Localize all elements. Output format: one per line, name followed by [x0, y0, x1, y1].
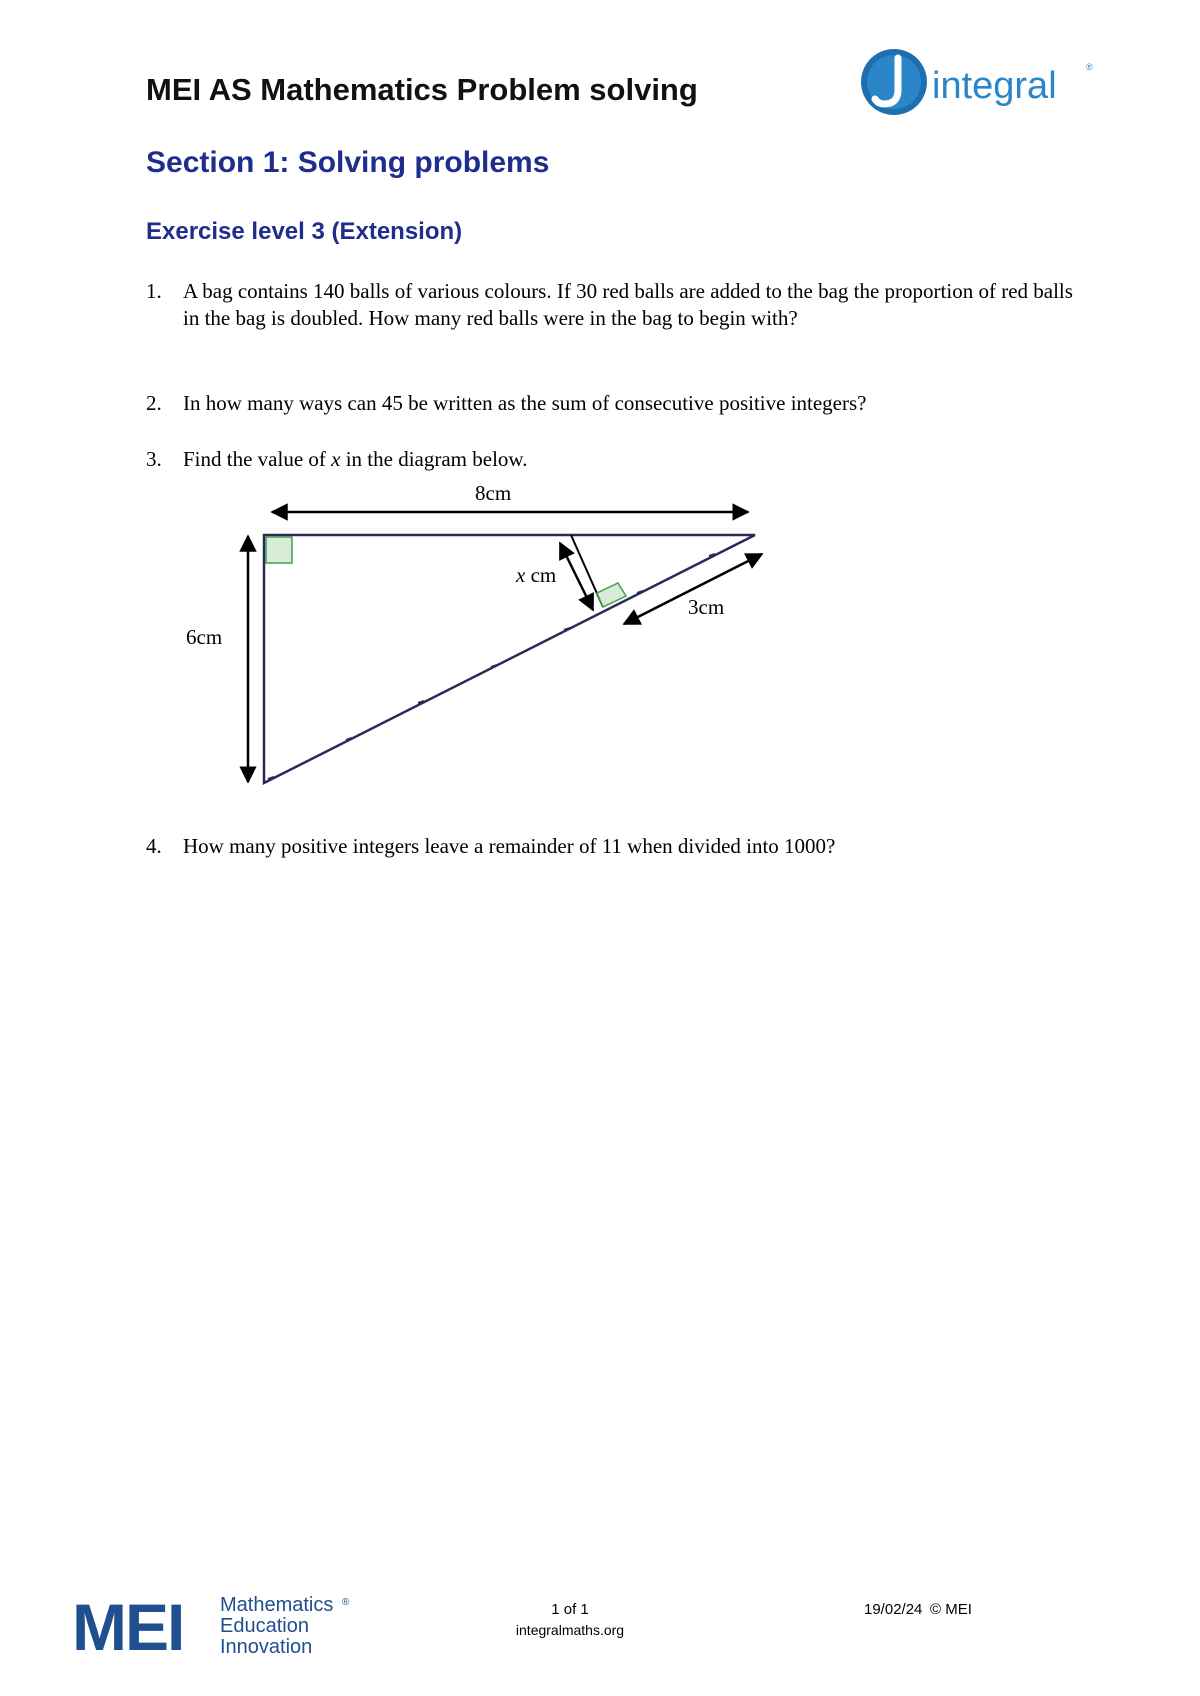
- question-text: A bag contains 140 balls of various colours. If 30 red balls are added to the bag the proportion of red balls in the bag is doubled. How many red balls were in the bag to begin with?: [183, 279, 1073, 330]
- x-dimension-label: x cm: [516, 563, 557, 587]
- mei-line-1: Mathematics: [220, 1594, 334, 1616]
- question-text: Find the value of x in the diagram below.: [183, 447, 528, 471]
- left-dimension-label: 6cm: [186, 625, 223, 649]
- logo-registered-mark: ®: [1086, 62, 1093, 72]
- footer-url: integralmaths.org: [515, 1622, 625, 1638]
- footer-copyright: © MEI: [930, 1601, 972, 1618]
- question-number: 1.: [146, 279, 162, 303]
- mei-line-3: Innovation: [220, 1636, 313, 1658]
- exercise-title: Exercise level 3 (Extension): [146, 218, 463, 245]
- footer-date: 19/02/24: [864, 1601, 923, 1618]
- triangle-diagram: [0, 470, 1200, 800]
- right-angle-marker: [266, 537, 292, 563]
- page-number: 1 of 1: [551, 1601, 589, 1618]
- logo-text: integral: [932, 65, 1057, 107]
- top-dimension-label: 8cm: [475, 481, 512, 505]
- section-title: Section 1: Solving problems: [146, 146, 550, 179]
- question-number: 4.: [146, 834, 162, 858]
- variable-x: x: [331, 447, 341, 471]
- segment-dimension-label: 3cm: [688, 595, 725, 619]
- document-title: MEI AS Mathematics Problem solving: [146, 72, 698, 107]
- mei-line-2: Education: [220, 1615, 309, 1637]
- question-text: How many positive integers leave a remainder of 11 when divided into 1000?: [183, 834, 836, 858]
- mei-logo: [72, 1590, 382, 1660]
- mei-registered-mark: ®: [342, 1597, 350, 1608]
- question-number: 3.: [146, 447, 162, 471]
- question-number: 2.: [146, 391, 162, 415]
- integral-logo: [858, 44, 1094, 120]
- question-text: In how many ways can 45 be written as the sum of consecutive positive integers?: [183, 391, 867, 415]
- mei-letters: MEI: [72, 1590, 184, 1660]
- x-dimension-arrow: [560, 543, 593, 610]
- right-triangle: [264, 535, 755, 783]
